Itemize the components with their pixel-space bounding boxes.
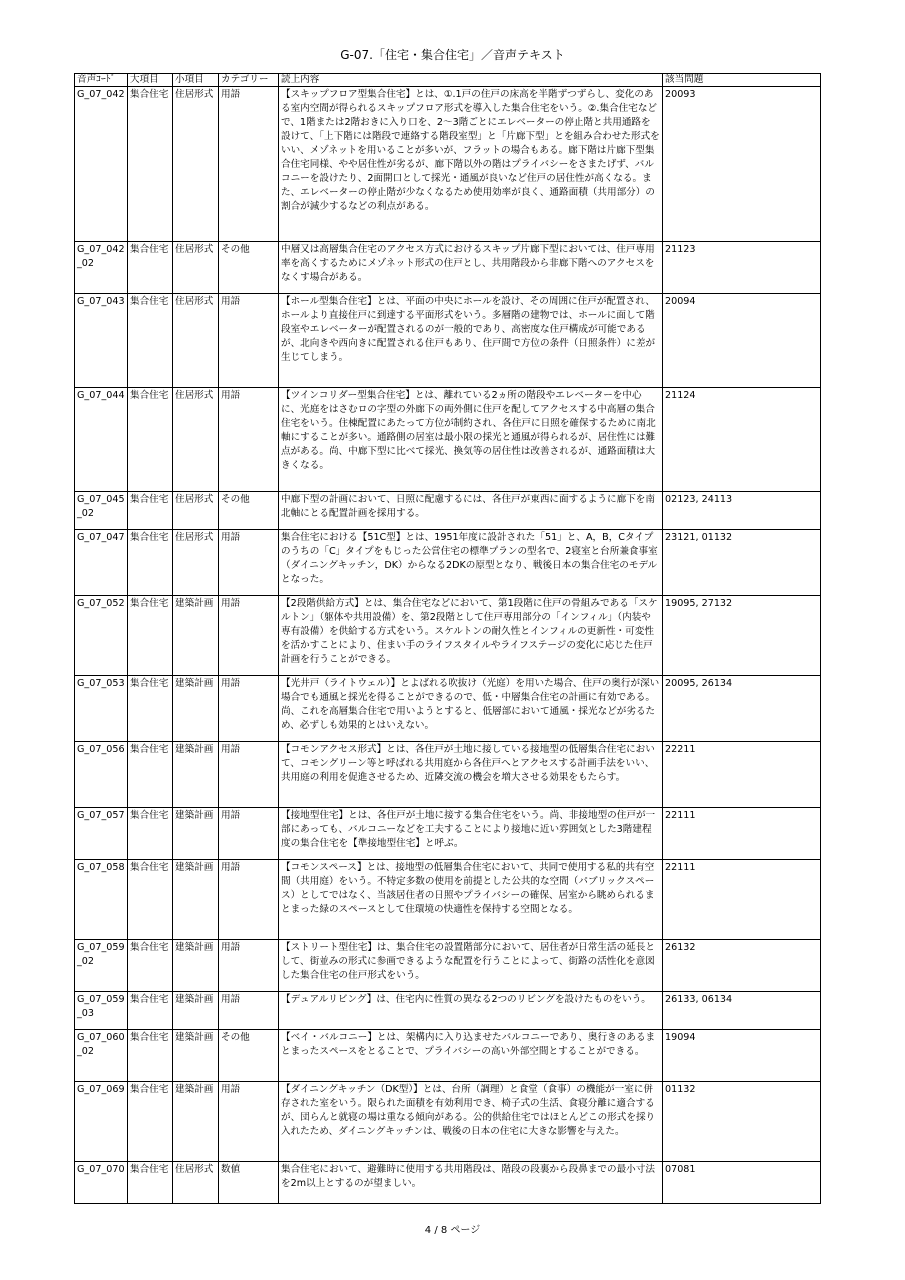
cell-text: 【コモンアクセス形式】とは、各住戸が土地に接している接地型の低層集合住宅において、コモングリーン等と呼ばれる共用庭から各住戸へとアクセスする計画手法をいい、共用庭の利用を促進させるため、近隣交流の機会を増大させる効果をもたらす。 [279,742,663,808]
table-row [75,294,821,388]
cell-text: 【ベイ・バルコニー】とは、架構内に入り込ませたバルコニーであり、奥行きのあるまとまったスペースをとることで、プライバシーの高い外部空間とすることができる。 [279,1030,663,1082]
cell-major: 集合住宅 [128,294,173,388]
cell-major: 集合住宅 [128,992,173,1030]
cell-major: 集合住宅 [128,1162,173,1204]
cell-category: その他 [219,1030,279,1082]
cell-problems: 22211 [663,742,821,808]
cell-minor: 住居形式 [173,87,219,242]
cell-category: 用語 [219,530,279,596]
cell-text: 【ストリート型住宅】は、集合住宅の設置階部分において、居住者が日常生活の延長として、街並みの形式に参画できるような配置を行うことによって、街路の活性化を意図した集合住宅の住戸形式をいう。 [279,940,663,992]
cell-text: 【デュアルリビング】は、住宅内に性質の異なる2つのリビングを設けたものをいう。 [279,992,663,1030]
table-row [75,742,821,808]
cell-problems: 19094 [663,1030,821,1082]
cell-minor: 建築計画 [173,742,219,808]
cell-minor: 住居形式 [173,388,219,492]
cell-problems: 22111 [663,808,821,860]
table-row [75,1030,821,1082]
cell-major: 集合住宅 [128,1082,173,1162]
cell-minor: 住居形式 [173,492,219,530]
cell-text: 集合住宅において、避難時に使用する共用階段は、階段の段裏から段鼻までの最小寸法を2m以上とするのが望ましい。 [279,1162,663,1204]
cell-problems: 21124 [663,388,821,492]
cell-minor: 建築計画 [173,992,219,1030]
table-row [75,808,821,860]
page-title: G-07.「住宅・集合住宅」／音声テキスト [340,48,565,62]
cell-code: G_07_053 [75,676,128,742]
table-row [75,530,821,596]
cell-code: G_07_045_02 [75,492,128,530]
cell-problems: 20093 [663,87,821,242]
cell-category: 用語 [219,742,279,808]
cell-major: 集合住宅 [128,530,173,596]
col-header-text: 読上内容 [279,74,663,87]
cell-problems: 22111 [663,860,821,940]
table-row [75,87,821,242]
audio-text-table [74,73,821,1204]
table-row [75,676,821,742]
cell-category: 用語 [219,596,279,676]
cell-major: 集合住宅 [128,860,173,940]
cell-minor: 建築計画 [173,596,219,676]
cell-major: 集合住宅 [128,808,173,860]
cell-problems: 23121, 01132 [663,530,821,596]
col-header-code: 音声ｺｰﾄﾞ [75,74,128,87]
cell-problems: 20095, 26134 [663,676,821,742]
cell-major: 集合住宅 [128,492,173,530]
cell-category: その他 [219,492,279,530]
cell-problems: 02123, 24113 [663,492,821,530]
cell-problems: 26133, 06134 [663,992,821,1030]
cell-text: 中層又は高層集合住宅のアクセス方式におけるスキップ片廊下型においては、住戸専用率を高くするためにメゾネット形式の住戸とし、共用階段から非廊下階へのアクセスをなくす場合がある。 [279,242,663,294]
col-header-category: カテゴリー [219,74,279,87]
cell-code: G_07_060_02 [75,1030,128,1082]
cell-minor: 建築計画 [173,860,219,940]
cell-problems: 01132 [663,1082,821,1162]
cell-code: G_07_043 [75,294,128,388]
cell-text: 【光井戸（ライトウェル）】とよばれる吹抜け（光庭）を用いた場合、住戸の奥行が深い場合でも通風と採光を得ることができるので、低・中層集合住宅の計画に有効である。尚、これを高層集合住宅で用いようとすると、低層部において通風・採光などが劣るため、必ずしも効果的とはいえない。 [279,676,663,742]
cell-category: 用語 [219,388,279,492]
cell-major: 集合住宅 [128,940,173,992]
cell-minor: 建築計画 [173,1082,219,1162]
cell-text: 【ホール型集合住宅】とは、平面の中央にホールを設け、その周囲に住戸が配置され、ホールより直接住戸に到達する平面形式をいう。多層階の建物では、ホールに面して階段室やエレベーターが配置されるのが一般的であり、高密度な住戸構成が可能であるが、北向きや西向きに配置される住戸もあり、住戸間で方位の条件（日照条件）に差が生じてしまう。 [279,294,663,388]
col-header-problems: 該当問題 [663,74,821,87]
cell-major: 集合住宅 [128,1030,173,1082]
cell-category: 用語 [219,87,279,242]
cell-problems: 26132 [663,940,821,992]
cell-code: G_07_052 [75,596,128,676]
table-row [75,596,821,676]
table-row [75,940,821,992]
cell-category: 数値 [219,1162,279,1204]
cell-major: 集合住宅 [128,87,173,242]
table-row [75,242,821,294]
cell-code: G_07_042_02 [75,242,128,294]
cell-code: G_07_047 [75,530,128,596]
cell-minor: 建築計画 [173,808,219,860]
cell-category: 用語 [219,676,279,742]
table-row [75,860,821,940]
table-row [75,1082,821,1162]
table-row [75,492,821,530]
cell-text: 集合住宅における【51C型】とは、1951年度に設計された「51」と、A，B，Cタイプのうちの「C」タイプをもじった公営住宅の標準プランの型名で、2寝室と台所兼食事室（ダイニングキッチン，DK）からなる2DKの原型となり、戦後日本の集合住宅のモデルとなった。 [279,530,663,596]
cell-category: 用語 [219,294,279,388]
cell-code: G_07_044 [75,388,128,492]
cell-problems: 21123 [663,242,821,294]
cell-text: 【ダイニングキッチン（DK型）】とは、台所（調理）と食堂（食事）の機能が一室に併存された室をいう。限られた面積を有効利用でき、椅子式の生活、食寝分離に適合するが、団らんと就寝の場は重なる傾向がある。公的供給住宅ではほとんどこの形式を採り入れたため、ダイニングキッチンは、戦後の日本の住宅に大きな影響を与えた。 [279,1082,663,1162]
cell-code: G_07_058 [75,860,128,940]
cell-code: G_07_056 [75,742,128,808]
page-number: 4 / 8 ページ [424,1225,481,1236]
cell-text: 【スキップフロア型集合住宅】とは、①.1戸の住戸の床高を半階ずつずらし、変化のある室内空間が得られるスキップフロア形式を導入した集合住宅をいう。②.集合住宅などで、1階または2階おきに入り口を、2～3階ごとにエレベーターの停止階と共用通路を設けて、「上下階には階段で連絡する階段室型」と「片廊下型」とを組み合わせた形式をいい、メゾネットを用いることが多いが、フラットの場合もある。廊下階は片廊下型集合住宅同様、やや居住性が劣るが、廊下階以外の階はプライバシーをさまたげず、バルコニーを設けたり、2面開口として採光・通風が良いなど住戸の居住性が高くなる。また、エレベーターの停止階が少なくなるため使用効率が良く、通路面積（共用部分）の割合が減少するなどの利点がある。 [279,87,663,242]
cell-category: 用語 [219,1082,279,1162]
cell-major: 集合住宅 [128,388,173,492]
cell-code: G_07_070 [75,1162,128,1204]
col-header-minor: 小項目 [173,74,219,87]
cell-problems: 20094 [663,294,821,388]
table-header-row [75,74,821,87]
cell-category: 用語 [219,808,279,860]
cell-category: 用語 [219,940,279,992]
cell-problems: 07081 [663,1162,821,1204]
table-row [75,992,821,1030]
cell-code: G_07_069 [75,1082,128,1162]
cell-minor: 建築計画 [173,676,219,742]
cell-category: その他 [219,242,279,294]
table-body [75,87,821,1204]
cell-major: 集合住宅 [128,742,173,808]
cell-minor: 建築計画 [173,1030,219,1082]
cell-major: 集合住宅 [128,596,173,676]
cell-category: 用語 [219,992,279,1030]
col-header-major: 大項目 [128,74,173,87]
cell-category: 用語 [219,860,279,940]
cell-major: 集合住宅 [128,242,173,294]
cell-minor: 建築計画 [173,940,219,992]
cell-text: 【コモンスペース】とは、接地型の低層集合住宅において、共同で使用する私的共有空間（共用庭）をいう。不特定多数の使用を前提とした公共的な空間（パブリックスペース）としてではなく、当該居住者の日照やプライバシーの確保、居室から眺められるまとまった緑のスペースとして住環境の快適性を保持する空間となる。 [279,860,663,940]
cell-major: 集合住宅 [128,676,173,742]
cell-minor: 住居形式 [173,530,219,596]
table-row [75,1162,821,1204]
cell-code: G_07_059_02 [75,940,128,992]
cell-minor: 住居形式 [173,242,219,294]
cell-text: 【接地型住宅】とは、各住戸が土地に接する集合住宅をいう。尚、非接地型の住戸が一部にあっても、バルコニーなどを工夫することにより接地に近い雰囲気とした3階建程度の集合住宅を【準接地型住宅】と呼ぶ。 [279,808,663,860]
cell-text: 中廊下型の計画において、日照に配慮するには、各住戸が東西に面するように廊下を南北軸にとる配置計画を採用する。 [279,492,663,530]
cell-problems: 19095, 27132 [663,596,821,676]
table-row [75,388,821,492]
cell-code: G_07_059_03 [75,992,128,1030]
cell-minor: 住居形式 [173,294,219,388]
cell-text: 【2段階供給方式】とは、集合住宅などにおいて、第1段階に住戸の骨組みである「スケルトン」（躯体や共用設備）を、第2段階として住戸専用部分の「インフィル」（内装や専有設備）を供給する方式をいう。スケルトンの耐久性とインフィルの更新性・可変性を活かすことにより、住まい手のライフスタイルやライフステージの変化に応じた住戸計画を行うことができる。 [279,596,663,676]
cell-code: G_07_057 [75,808,128,860]
cell-minor: 住居形式 [173,1162,219,1204]
cell-code: G_07_042 [75,87,128,242]
cell-text: 【ツインコリダー型集合住宅】とは、離れている2ヵ所の階段やエレベーターを中心に、光庭をはさむロの字型の外廊下の両外側に住戸を配してアクセスする中高層の集合住宅をいう。住棟配置にあたって方位が制約され、各住戸に日照を確保するために南北軸にすることが多い。通路側の居室は最小限の採光と通風が得られるが、居住性には難点がある。尚、中廊下型に比べて採光、換気等の居住性は改善されるが、通路面積は大きくなる。 [279,388,663,492]
